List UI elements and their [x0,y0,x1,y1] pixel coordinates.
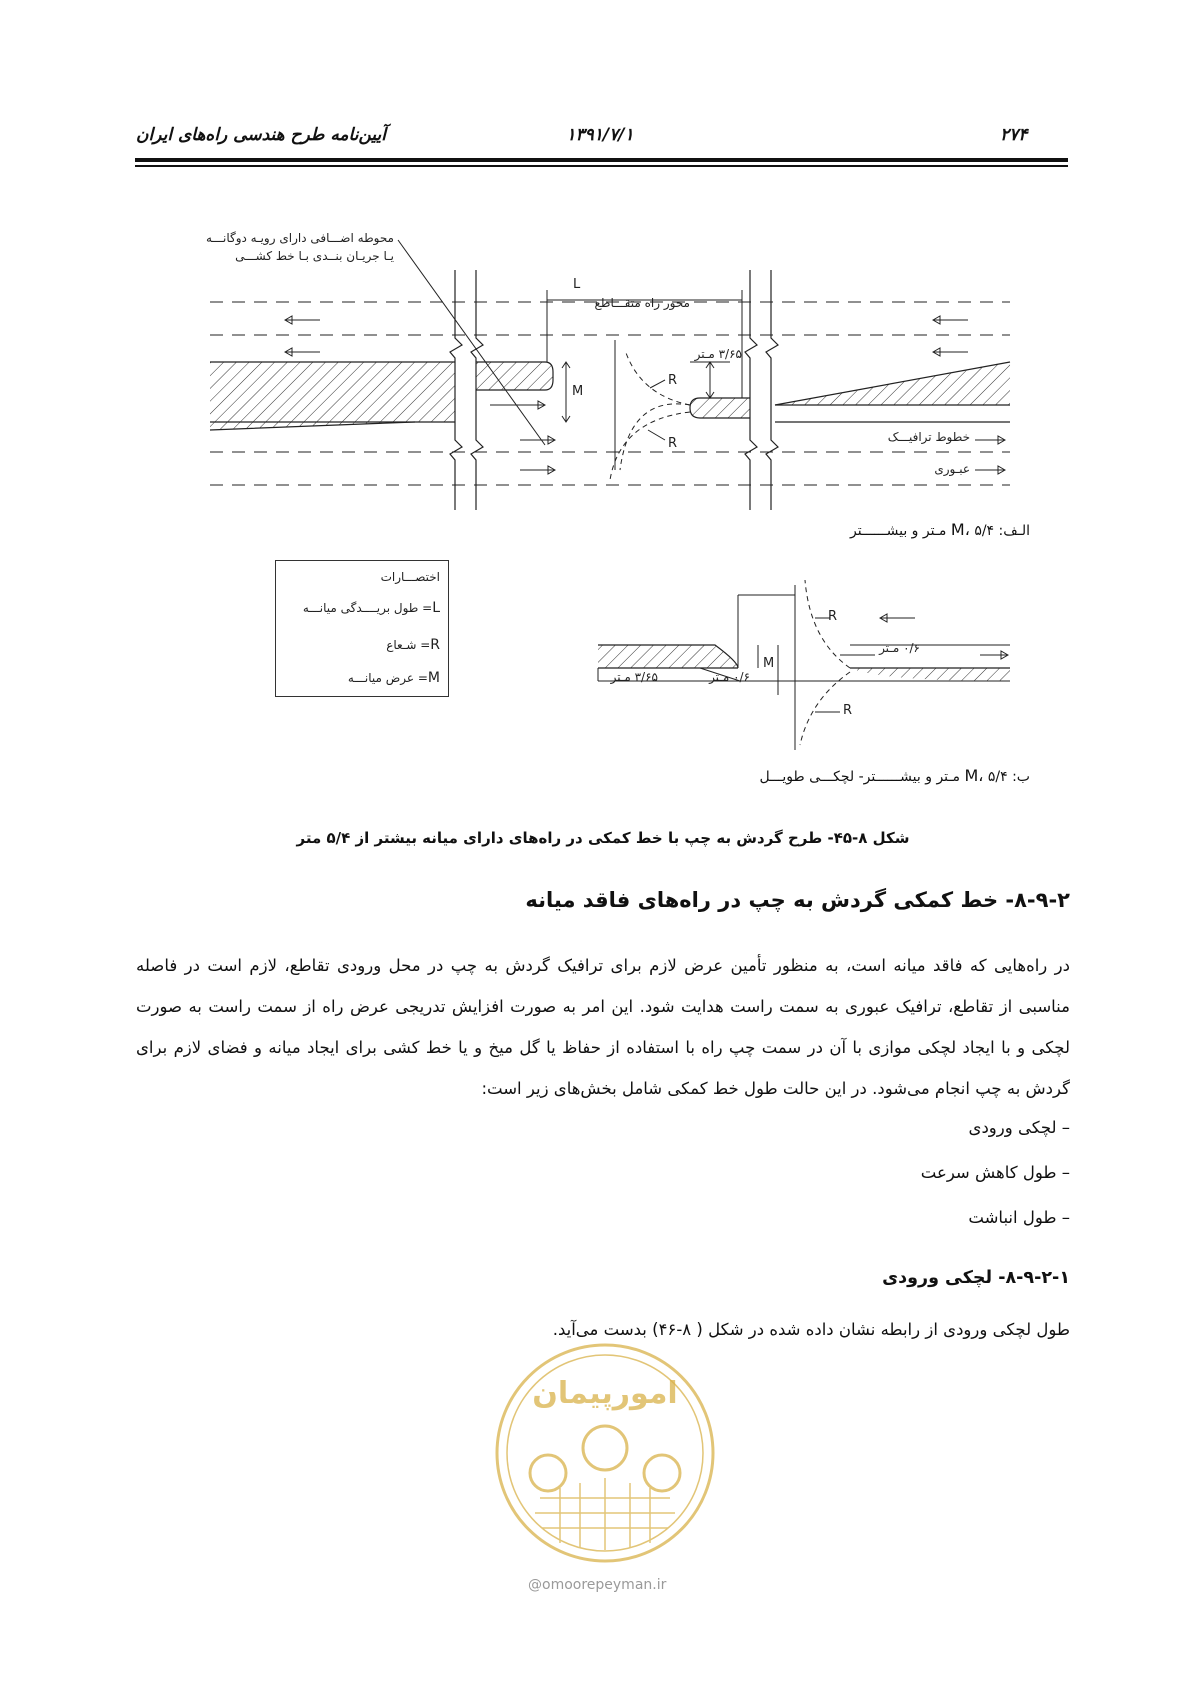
bullet-entry-taper: – لچکی ورودی [968,1118,1070,1137]
label-R-a2: R [668,436,678,451]
legend-text-L: = طول بریــــدگی میانـــه [302,601,433,615]
caption-a [830,520,1030,539]
bullet-storage-length: – طول انباشت [968,1208,1070,1227]
label-R-b1: R [828,609,838,624]
legend-sym-M: M [427,670,440,686]
caption-a-M: M، [950,520,970,539]
label-extra-area-line2: یـا جریـان بنــدی بـا خط کشـــی [235,249,394,263]
caption-b-M: M، [964,766,984,785]
label-06-b2: ۰/۶ مـتر [709,670,750,684]
legend-text-R: = شـعاع [386,638,431,652]
watermark-url-text: omoorepeyman.ir [542,1577,667,1593]
subsection-heading: ۸-۹-۲-۱- لچکی ورودی [882,1268,1070,1288]
figure-diagrams [0,0,1190,800]
header-title: آیین‌نامه طرح هندسی راه‌های ایران [136,125,386,145]
label-365-a: ۳/۶۵ مـتر [694,347,742,361]
watermark-at-icon: @ [528,1577,542,1593]
legend-text-M: = عرض میانـــه [347,671,428,685]
caption-b-prefix: ب: [1012,769,1030,785]
section-paragraph: در راه‌هایی که فاقد میانه است، به منظور تأمین عرض لازم برای ترافیک گردش به چپ در محل ورودی تقاطع، لازم است در فاصله مناسبی از تقاطع، ترافیک عبوری به سمت راست هدایت شود. این امر به صورت افزایش تدریجی عرض راه از سمت راست به صورت لچکی و با ایجاد لچکی موازی با آن در سمت چپ راه با استفاده از حفاظ یا گل میخ و یا خط کشی برای ایجاد میانه و فضای لازم برای گردش به چپ انجام می‌شود. در این حالت طول خط کمکی شامل بخش‌های زیر است: [136,956,1070,1098]
label-through: عبـوری [934,462,970,476]
header-date: ۱۳۹۱/۷/۱ [566,125,634,145]
label-extra-area-line1: محوطه اضـــافی دارای رویـه دوگانـــه [206,231,394,245]
legend-item-M [280,670,440,686]
legend-title: اختصـــارات [380,570,440,584]
label-extra-area [206,229,394,265]
subsection-paragraph: طول لچکی ورودی از رابطه نشان داده شده در شکل ( ۸-۴۶) بدست می‌آید. [552,1320,1070,1339]
legend-sym-L: L [432,600,440,616]
caption-a-rest: ۵/۴ مـتر و بیشــــــتر [850,523,995,539]
bullet-deceleration-length: – طول کاهش سرعت [920,1163,1070,1182]
label-R-b2: R [843,703,853,718]
label-M-a: M [572,384,584,399]
label-06-b1: ۰/۶ مـتر [879,641,920,655]
legend-sym-R: R [430,637,440,653]
watermark-logo [490,1338,720,1568]
caption-b-rest: ۵/۴ مـتر و بیشــــــتر- لچکـــی طویـــل [759,769,1008,785]
section-heading: ۸-۹-۲- خط کمکی گردش به چپ در راه‌های فاقد میانه [525,888,1070,912]
legend-item-L [280,600,440,616]
label-M-b: M [763,656,775,671]
label-through-lines: خطوط ترافیـــک [887,430,970,444]
label-365-b: ۳/۶۵ مـتر [610,670,658,684]
figure-caption: شکل ۸-۴۵- طرح گردش به چپ با خط کمکی در راه‌های دارای میانه بیشتر از ۵/۴ متر [296,829,910,847]
label-crossroad-axis: محور راه متقـــاطع [594,296,690,310]
label-R-a1: R [668,373,678,388]
page-number: ۲۷۴ [1000,125,1028,145]
label-L: L [573,277,581,292]
caption-b [700,766,1030,785]
caption-a-prefix: الـف: [998,523,1030,539]
watermark-logo-text: امورپیمان [532,1376,678,1411]
watermark-url [528,1577,666,1593]
diagram-b [598,580,1010,750]
legend-item-R [280,637,440,653]
